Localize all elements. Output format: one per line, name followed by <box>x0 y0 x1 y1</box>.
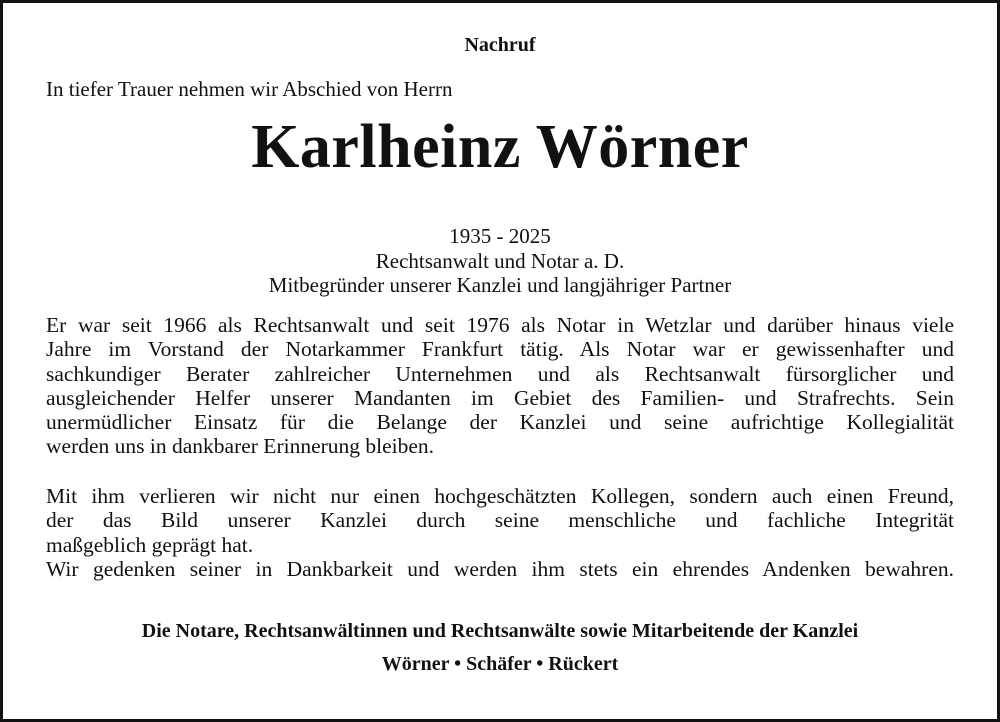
firm-role: Mitbegründer unserer Kanzlei und langjähriger Partner <box>268 273 732 297</box>
text-line: der das Bild unserer Kanzlei durch seine menschliche und fachliche Integrität <box>46 508 954 533</box>
text-line: werden uns in dankbarer Erinnerung bleiben. <box>46 434 435 459</box>
text-line: Jahre im Vorstand der Notarkammer Frankfurt tätig. Als Notar war er gewissenhafter und <box>46 337 954 362</box>
paragraph-1 <box>46 313 954 459</box>
notice-heading: Nachruf <box>464 34 536 56</box>
signature-line: Die Notare, Rechtsanwältinnen und Rechtsanwälte sowie Mitarbeitende der Kanzlei <box>141 620 859 642</box>
deceased-name: Karlheinz Wörner <box>251 113 749 181</box>
profession: Rechtsanwalt und Notar a. D. <box>375 249 625 273</box>
life-years: 1935 - 2025 <box>449 224 551 248</box>
text-line: Mit ihm verlieren wir nicht nur einen hochgeschätzten Kollegen, sondern auch einen Freund, <box>46 484 954 508</box>
text-line: unermüdlicher Einsatz für die Belange der Kanzlei und seine aufrichtige Kollegialität <box>46 410 954 435</box>
text-line: sachkundiger Berater zahlreicher Unternehmen und als Rechtsanwalt fürsorglicher und <box>46 361 954 386</box>
text-line: Wir gedenken seiner in Dankbarkeit und werden ihm stets ein ehrendes Andenken bewahren. <box>46 556 954 581</box>
intro-text: In tiefer Trauer nehmen wir Abschied von Herrn <box>46 77 453 101</box>
paragraph-2 <box>46 484 954 581</box>
text-line: ausgleichender Helfer unserer Mandanten im Gebiet des Familien- und Strafrechts. Sein <box>46 385 954 410</box>
text-line: maßgeblich geprägt hat. <box>46 532 254 557</box>
firm-name: Wörner • Schäfer • Rückert <box>381 653 619 675</box>
text-line: Er war seit 1966 als Rechtsanwalt und seit 1976 als Notar in Wetzlar und darüber hinaus viele <box>46 313 954 337</box>
